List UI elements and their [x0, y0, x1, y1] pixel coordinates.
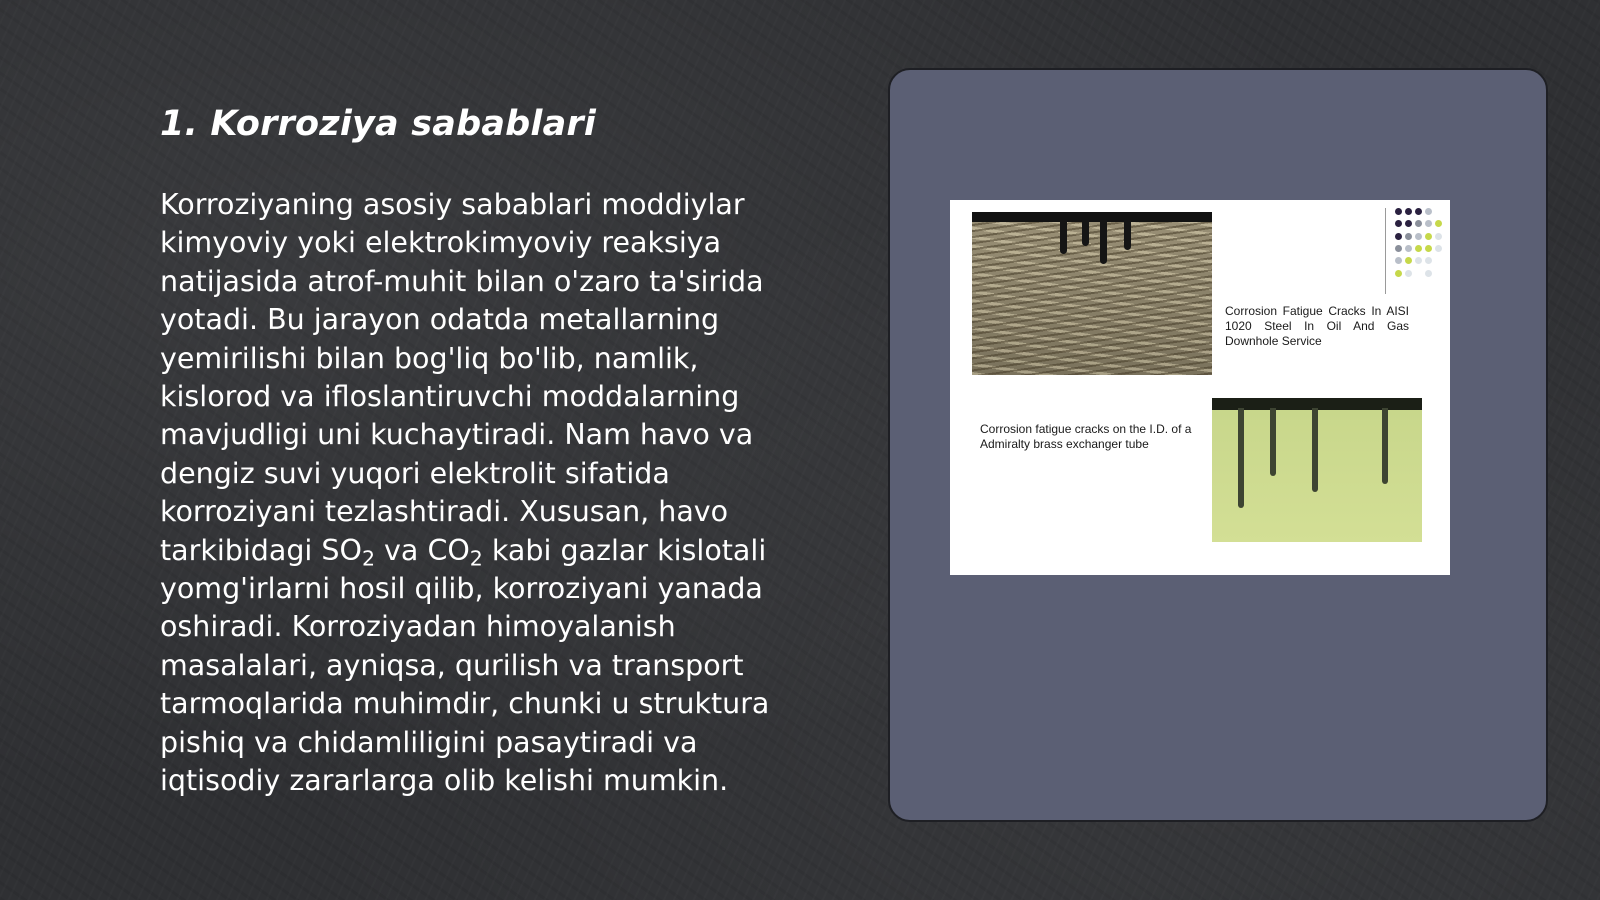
decorative-dot	[1405, 208, 1412, 215]
slide-title: 1. Korroziya sabablari	[160, 104, 597, 144]
crack-mark	[1082, 220, 1089, 246]
so2-subscript: 2	[361, 546, 375, 571]
crack-mark	[1270, 408, 1276, 476]
decorative-dot	[1415, 233, 1422, 240]
decorative-dot-grid	[1395, 208, 1443, 280]
decorative-dot	[1435, 257, 1442, 264]
decorative-dot	[1415, 270, 1422, 277]
decorative-dot	[1415, 257, 1422, 264]
decorative-dot	[1415, 208, 1422, 215]
steel-micrograph-image	[972, 212, 1212, 375]
decorative-dot	[1425, 257, 1432, 264]
decorative-dot	[1435, 208, 1442, 215]
body-text-part1: Korroziyaning asosiy sabablari moddiylar kimyoviy yoki elektrokimyoviy reaksiya natijasida atrof-muhit bilan o'zaro ta'sirida yotadi. Bu jarayon odatda metallarning yemirilishi bilan bog'liq bo'lib, namlik, kislorod va ifloslantiruvchi moddalarning mavjudligi uni kuchaytiradi. Nam havo va dengiz suvi yuqori elektrolit sifatida korroziyani tezlashtiradi. Xususan, havo tarkibidagi SO	[160, 188, 764, 567]
crack-mark	[1100, 220, 1107, 264]
decorative-dot	[1395, 208, 1402, 215]
brass-micrograph-image	[1212, 398, 1422, 542]
decorative-dot	[1425, 233, 1432, 240]
decorative-dot	[1395, 245, 1402, 252]
slide-body-text	[160, 186, 815, 801]
caption-steel: Corrosion Fatigue Cracks In AISI 1020 Steel In Oil And Gas Downhole Service	[1225, 304, 1409, 348]
body-text-part2: va CO	[375, 533, 470, 567]
caption-brass: Corrosion fatigue cracks on the I.D. of a Admiralty brass exchanger tube	[980, 422, 1192, 451]
divider-line	[1385, 208, 1386, 294]
decorative-dot	[1415, 220, 1422, 227]
co2-subscript: 2	[469, 546, 483, 571]
decorative-dot	[1405, 245, 1412, 252]
steel-surface-band	[972, 212, 1212, 222]
decorative-dot	[1405, 220, 1412, 227]
decorative-dot	[1405, 257, 1412, 264]
crack-mark	[1060, 220, 1067, 254]
decorative-dot	[1405, 233, 1412, 240]
decorative-dot	[1395, 220, 1402, 227]
decorative-dot	[1395, 257, 1402, 264]
crack-mark	[1382, 408, 1388, 484]
crack-mark	[1238, 408, 1244, 508]
body-text-part3: kabi gazlar kislotali yomg'irlarni hosil qilib, korroziyani yanada oshiradi. Korroziyadan himoyalanish masalalari, ayniqsa, qurilish va transport tarmoqlarida muhimdir, chunki u struktura pishiq va chidamliligini pasaytiradi va iqtisodiy zararlarga olib kelishi mumkin.	[160, 533, 770, 798]
decorative-dot	[1395, 233, 1402, 240]
decorative-dot	[1405, 270, 1412, 277]
decorative-dot	[1395, 270, 1402, 277]
decorative-dot	[1435, 270, 1442, 277]
decorative-dot	[1425, 270, 1432, 277]
corrosion-figure	[950, 200, 1450, 575]
decorative-dot	[1415, 245, 1422, 252]
decorative-dot	[1435, 245, 1442, 252]
decorative-dot	[1425, 245, 1432, 252]
crack-mark	[1312, 408, 1318, 492]
decorative-dot	[1435, 220, 1442, 227]
decorative-dot	[1425, 208, 1432, 215]
crack-mark	[1124, 220, 1131, 250]
decorative-dot	[1435, 233, 1442, 240]
decorative-dot	[1425, 220, 1432, 227]
